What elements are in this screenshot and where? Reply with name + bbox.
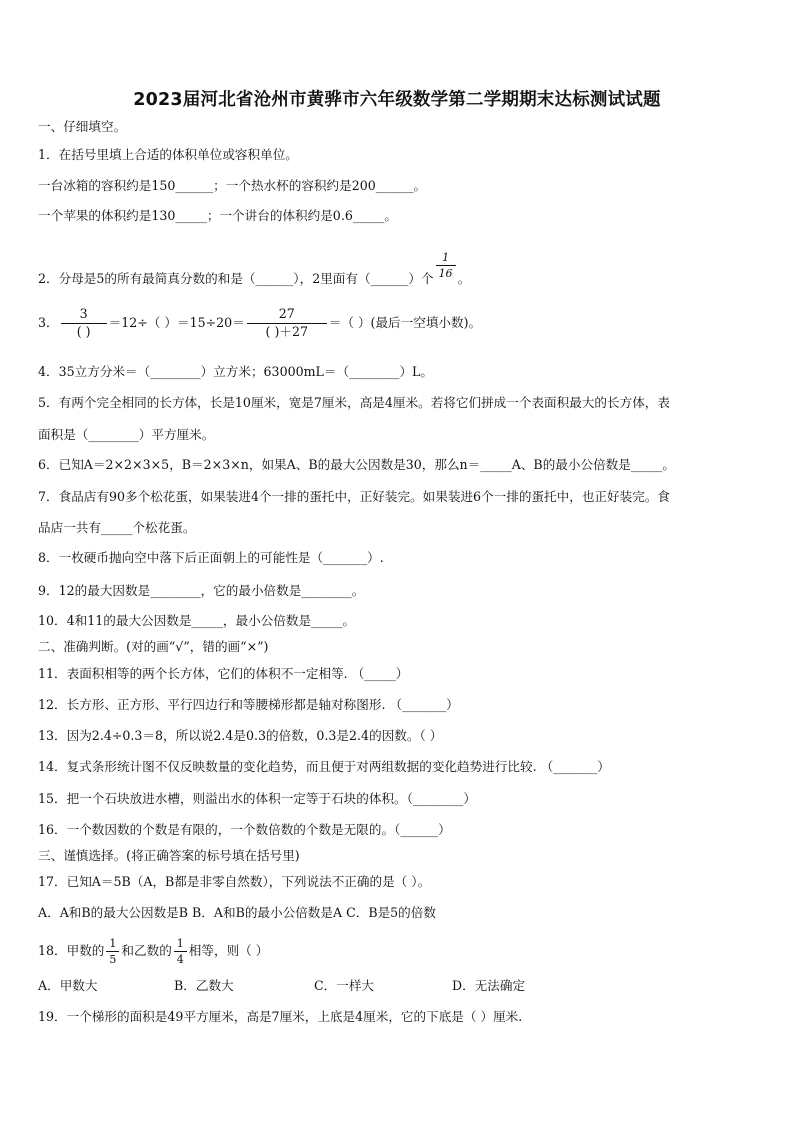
question-1-stem: 1．在括号里填上合适的体积单位或容积单位。 — [38, 147, 298, 162]
section-heading-choice: 三、谨慎选择。(将正确答案的标号填在括号里) — [38, 848, 300, 863]
section-heading-fill: 一、仔细填空。 — [38, 119, 127, 134]
question-18-pre: 18．甲数的 — [38, 943, 105, 958]
question-8: 8．一枚硬币抛向空中落下后正面朝上的可能性是（_______）. — [38, 550, 384, 565]
fraction-numerator: 1 — [436, 252, 456, 266]
question-18-options — [38, 977, 758, 995]
question-10: 10．4和11的最大公因数是_____，最小公倍数是_____。 — [38, 613, 356, 628]
question-12: 12．长方形、正方形、平行四边行和等腰梯形都是轴对称图形. （_______） — [38, 697, 459, 712]
fraction-denominator: ( )＋27 — [265, 324, 308, 339]
question-2-text: 2．分母是5的所有最简真分数的和是（______），2里面有（______）个 — [38, 271, 434, 286]
option-d: D．无法确定 — [452, 978, 526, 993]
question-3 — [38, 303, 758, 343]
question-14: 14．复式条形统计图不仅反映数量的变化趋势，而且便于对两组数据的变化趋势进行比较. （_______） — [38, 759, 610, 774]
question-4: 4．35立方分米＝（________）立方米；63000mL＝（________）L。 — [38, 364, 434, 379]
question-3-middle: ＝12÷（ ）＝15÷20＝ — [108, 315, 245, 330]
question-3-fraction-1 — [61, 308, 107, 338]
option-c: C．一样大 — [314, 978, 375, 993]
option-b: B．乙数大 — [174, 978, 234, 993]
question-18-fraction-2 — [174, 938, 187, 965]
fraction-numerator: 1 — [174, 938, 187, 952]
question-17-stem: 17．已知A＝5B（A，B都是非零自然数），下列说法不正确的是（ ）。 — [38, 874, 431, 889]
question-5-line-1: 5．有两个完全相同的长方体，长是10厘米，宽是7厘米，高是4厘米。若将它们拼成一个表面积最大的长方体，表 — [38, 395, 670, 410]
question-18-fraction-1 — [106, 938, 119, 965]
option-a: A．甲数大 — [38, 978, 98, 993]
question-2-tail: 。 — [457, 271, 471, 286]
question-19: 19．一个梯形的面积是49平方厘米，高是7厘米，上底是4厘米，它的下底是（ ）厘米. — [38, 1009, 523, 1024]
question-1-line-2: 一个苹果的体积约是130_____；一个讲台的体积约是0.6_____。 — [38, 208, 397, 223]
page-title: 2023届河北省沧州市黄骅市六年级数学第二学期期末达标测试试题 — [133, 90, 661, 110]
fraction-denominator: ( ) — [76, 324, 91, 339]
question-18-mid: 和乙数的 — [121, 943, 172, 958]
question-11: 11．表面积相等的两个长方体，它们的体积不一定相等. （_____） — [38, 666, 409, 681]
question-15: 15．把一个石块放进水槽，则溢出水的体积一定等于石块的体积。（________） — [38, 791, 476, 806]
question-17-options: A．A和B的最大公因数是B B．A和B的最小公倍数是A C．B是5的倍数 — [38, 905, 436, 920]
question-2-fraction — [436, 252, 456, 279]
question-2 — [38, 251, 758, 293]
fraction-denominator: 16 — [438, 267, 453, 280]
fraction-denominator: 4 — [176, 953, 184, 966]
question-9: 9．12的最大因数是________，它的最小倍数是________。 — [38, 583, 365, 598]
question-3-tail: ＝（ ）(最后一空填小数)。 — [328, 315, 482, 330]
question-6: 6．已知A＝2×2×3×5，B＝2×3×n，如果A、B的最大公因数是30，那么n＝_____A、B的最小公倍数是_____。 — [38, 457, 675, 472]
question-18 — [38, 933, 758, 969]
question-16: 16．一个数因数的个数是有限的，一个数倍数的个数是无限的。（______） — [38, 822, 451, 837]
fraction-denominator: 5 — [109, 953, 117, 966]
fraction-numerator: 1 — [106, 938, 119, 952]
fraction-numerator: 3 — [61, 308, 107, 324]
question-3-label: 3． — [38, 315, 59, 330]
question-1-line-1: 一台冰箱的容积约是150______；一个热水杯的容积约是200______。 — [38, 178, 427, 193]
question-7-line-1: 7．食品店有90多个松花蛋，如果装进4个一排的蛋托中，正好装完。如果装进6个一排的蛋托中，也正好装完。食 — [38, 489, 670, 504]
question-3-fraction-2 — [247, 308, 327, 338]
fraction-numerator: 27 — [247, 308, 327, 324]
section-heading-judge: 二、准确判断。(对的画“√”，错的画“×”) — [38, 639, 269, 654]
question-13: 13．因为2.4÷0.3＝8，所以说2.4是0.3的倍数，0.3是2.4的因数。（ ） — [38, 728, 443, 743]
question-18-post: 相等，则（ ） — [188, 943, 269, 958]
question-5-line-2: 面积是（________）平方厘米。 — [38, 427, 215, 442]
question-7-line-2: 品店一共有_____个松花蛋。 — [38, 520, 196, 535]
